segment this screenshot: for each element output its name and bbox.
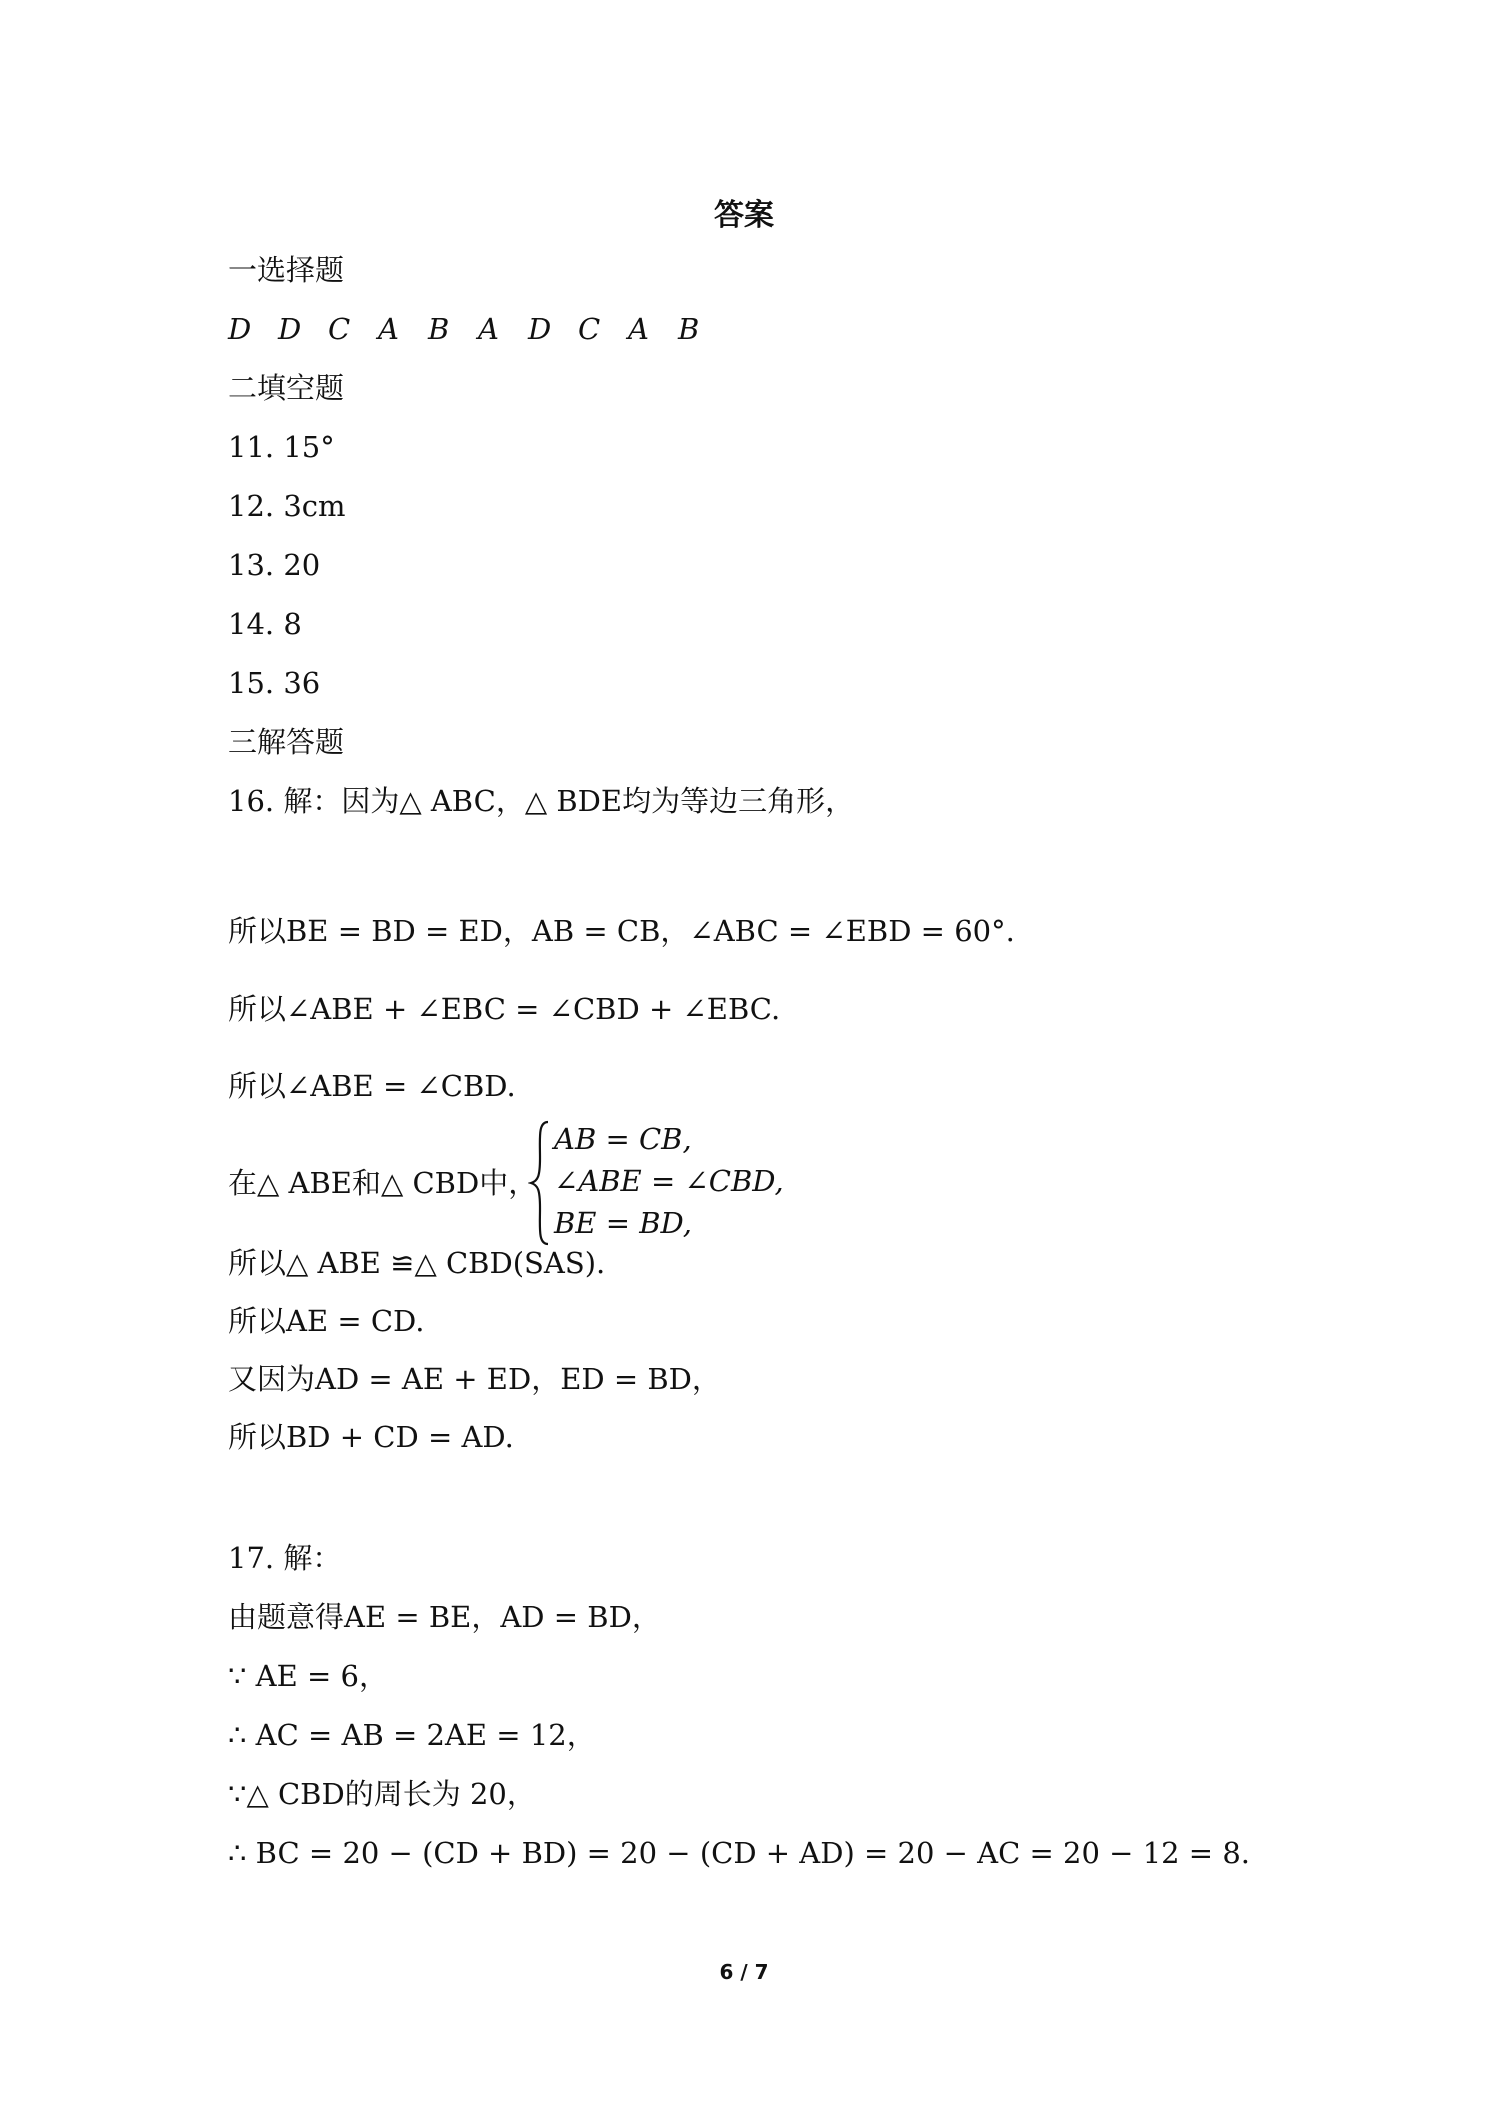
choice-answer: A xyxy=(378,312,399,346)
page-title: 答案 xyxy=(714,198,774,233)
q16-line-3: 所以∠ABE + ∠EBC = ∠CBD + ∠EBC. xyxy=(228,992,781,1026)
q17-line-5: ∵△ CBD的周长为 20， xyxy=(228,1777,536,1811)
choice-answer: B xyxy=(428,312,450,346)
q17-line-4: ∴ AC = AB = 2AE = 12， xyxy=(228,1718,596,1752)
q16-line-5: 所以△ ABE ≌△ CBD(SAS). xyxy=(228,1246,606,1280)
solve-heading: 三解答题 xyxy=(228,725,345,759)
fill-heading: 二填空题 xyxy=(228,371,345,405)
fill-answer-14: 14. 8 xyxy=(228,607,302,641)
choice-answer: D xyxy=(228,312,252,346)
choice-answer: A xyxy=(628,312,649,346)
q16-line-4: 所以∠ABE = ∠CBD. xyxy=(228,1069,516,1103)
system-lead: 在△ ABE和△ CBD中， xyxy=(228,1166,538,1200)
choice-answer: A xyxy=(478,312,499,346)
equation-system xyxy=(228,1118,928,1248)
system-row: BE = BD, xyxy=(554,1206,692,1240)
choice-heading: 一选择题 xyxy=(228,253,345,287)
fill-answer-11: 11. 15° xyxy=(228,430,335,464)
q16-line-1: 16. 解：因为△ ABC，△ BDE均为等边三角形， xyxy=(228,784,855,818)
q16-line-8: 所以BD + CD = AD. xyxy=(228,1420,514,1454)
q16-line-6: 所以AE = CD. xyxy=(228,1304,425,1338)
fill-answer-15: 15. 36 xyxy=(228,666,321,700)
fill-answer-13: 13. 20 xyxy=(228,548,321,582)
choice-answer: D xyxy=(278,312,302,346)
q17-line-2: 由题意得AE = BE，AD = BD， xyxy=(228,1600,661,1634)
page-number: 6 / 7 xyxy=(719,1960,769,1984)
system-row: ∠ABE = ∠CBD, xyxy=(554,1164,784,1198)
q17-line-6: ∴ BC = 20 − (CD + BD) = 20 − (CD + AD) = 20 − AC = 20 − 12 = 8. xyxy=(228,1836,1250,1870)
q16-line-2: 所以BE = BD = ED，AB = CB，∠ABC = ∠EBD = 60°. xyxy=(228,914,1015,948)
system-row: AB = CB, xyxy=(554,1122,692,1156)
choice-answers xyxy=(228,309,728,349)
q16-line-7: 又因为AD = AE + ED，ED = BD， xyxy=(228,1362,721,1396)
choice-answer: D xyxy=(528,312,552,346)
choice-answer: B xyxy=(678,312,700,346)
q17-line-1: 17. 解： xyxy=(228,1541,342,1575)
system-rows xyxy=(554,1118,784,1244)
q17-line-3: ∵ AE = 6， xyxy=(228,1659,388,1693)
choice-answer: C xyxy=(578,312,601,346)
left-brace-icon xyxy=(528,1118,552,1248)
fill-answer-12: 12. 3cm xyxy=(228,489,346,523)
choice-answer: C xyxy=(328,312,351,346)
